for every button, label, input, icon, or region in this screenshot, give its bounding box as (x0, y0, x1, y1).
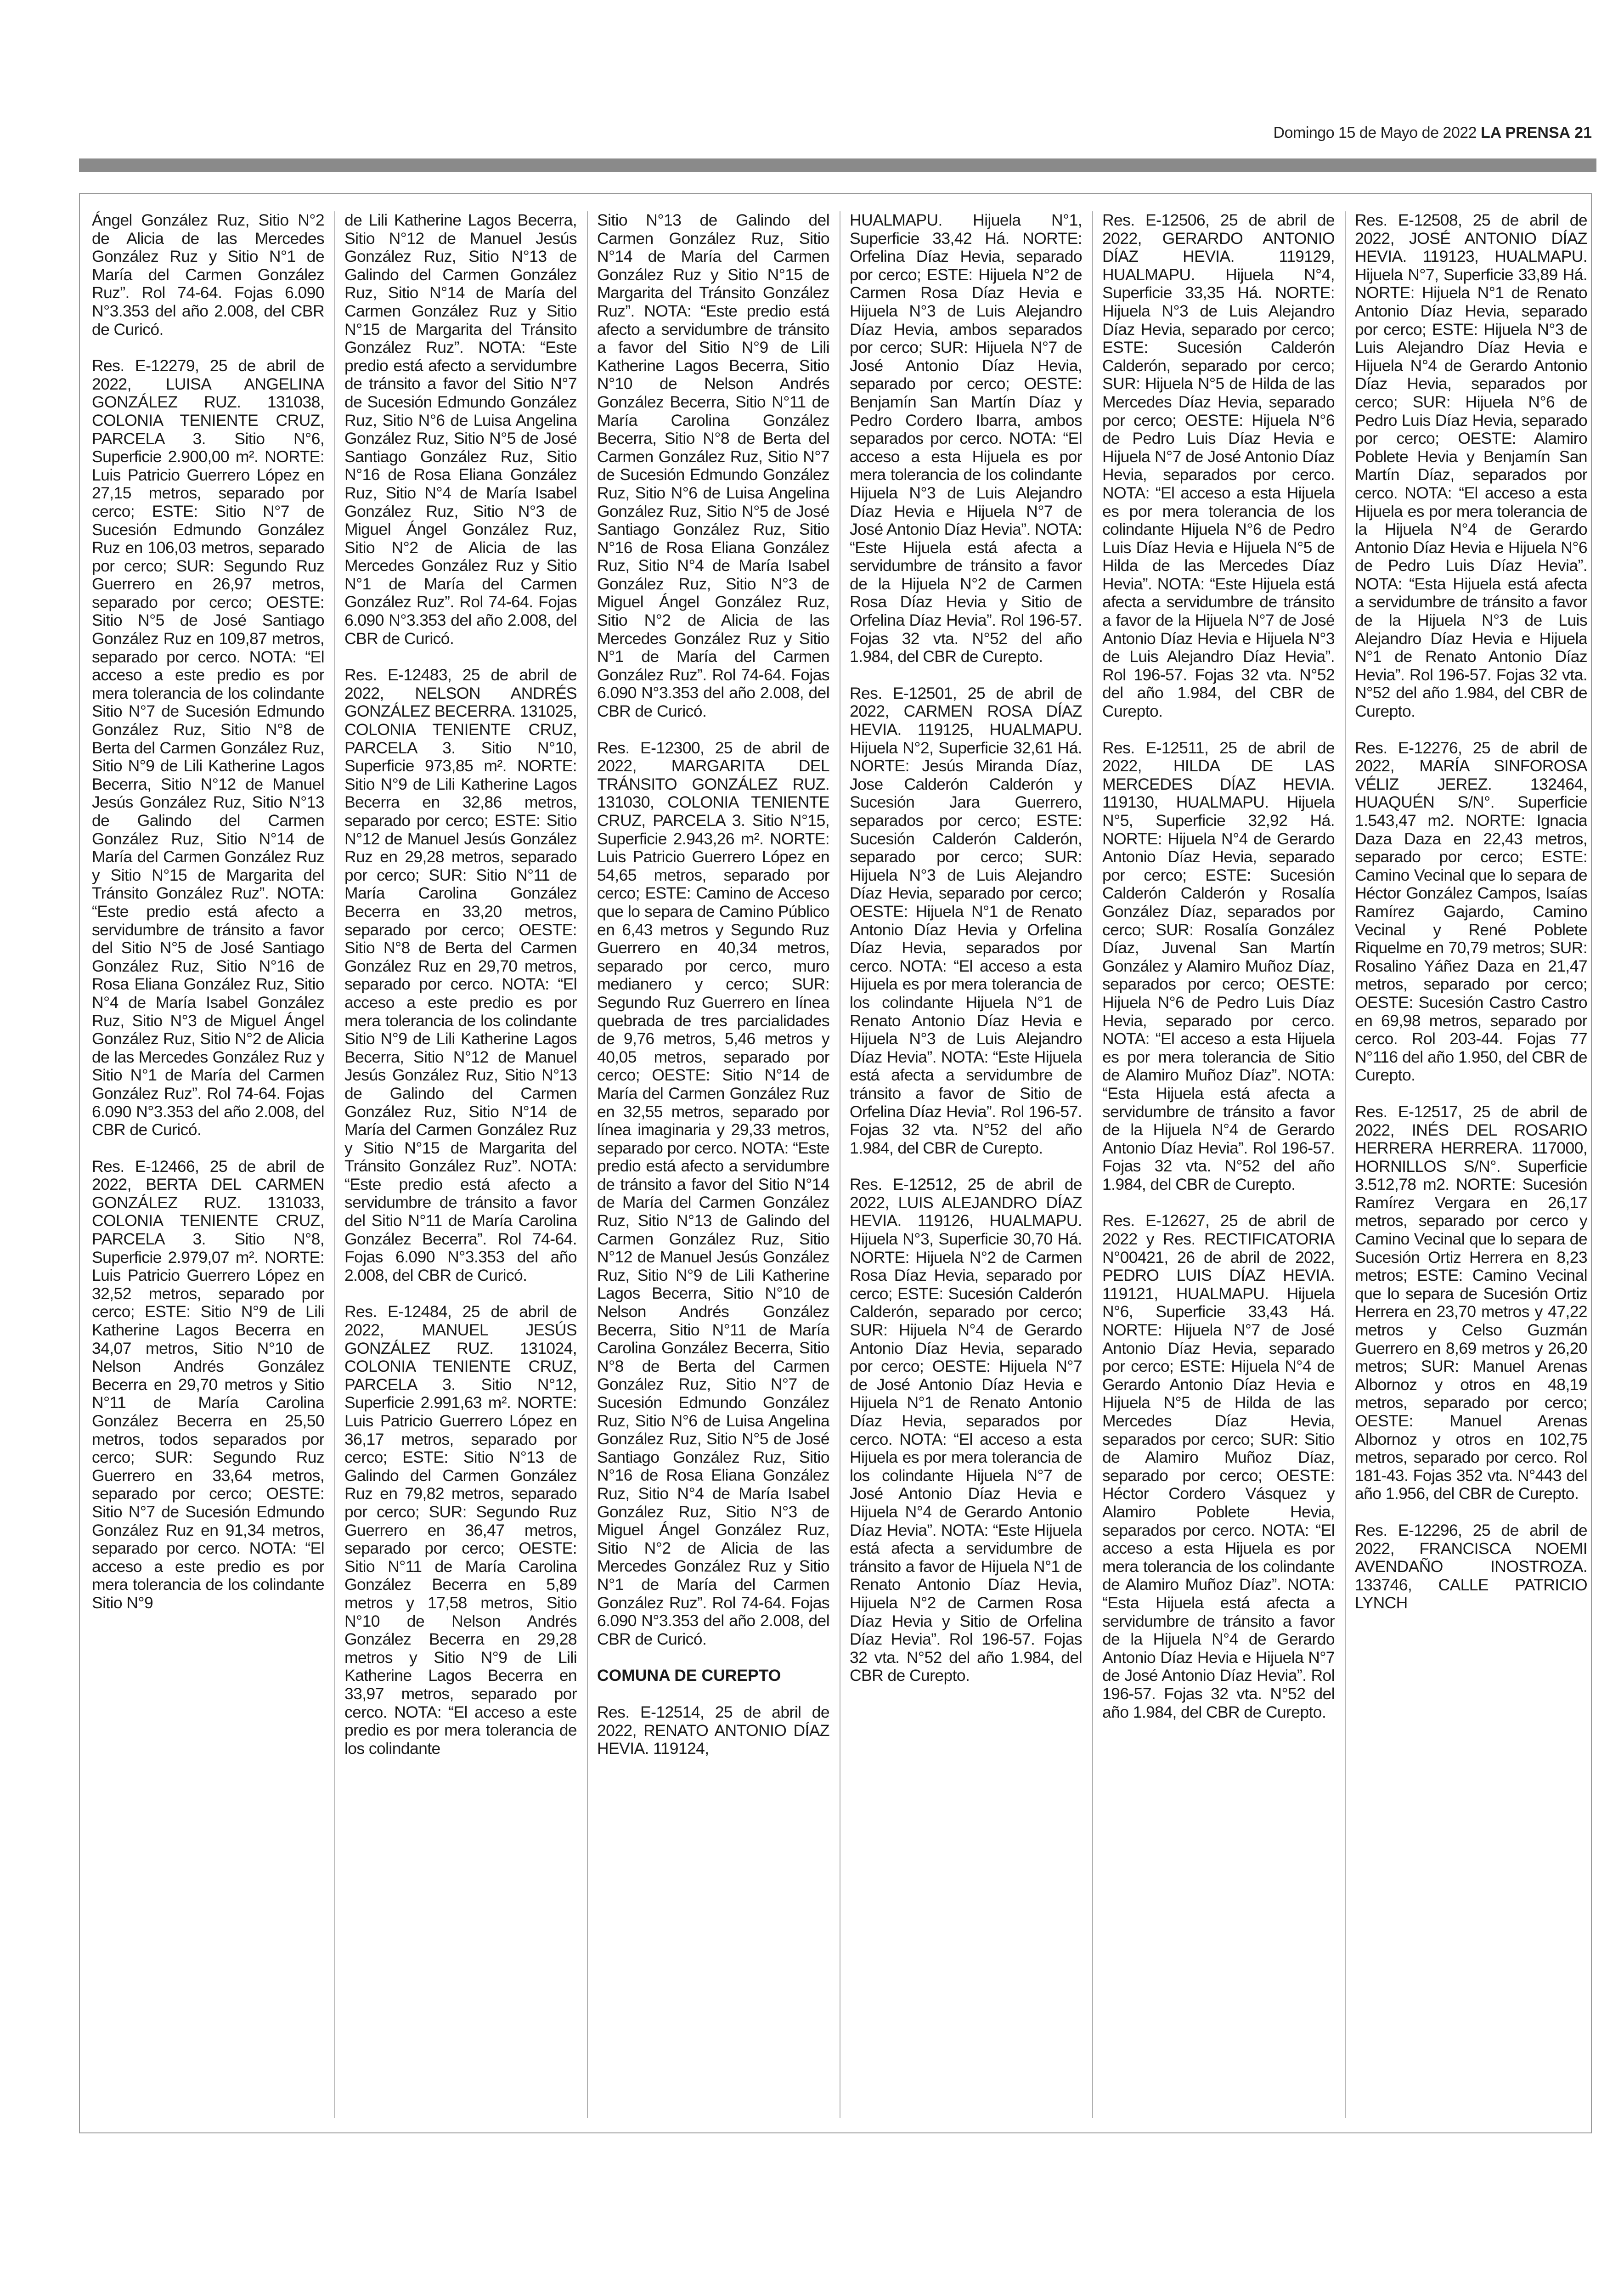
column-4 (850, 211, 1082, 2122)
legal-notice: Res. E-12276, 25 de abril de 2022, MARÍA SINFOROSA VÉLIZ JEREZ. 132464, HUAQUÉN S/N°. Superficie 1.543,47 m2. NORTE: Ignacia Daza Daza en 22,43 metros, separado por cerco; ESTE: Camino Vecinal que lo separa de Héctor González Campos, Isaías Ramírez Gajardo, Camino Vecinal y René Poblete Riquelme en 70,79 metros; SUR: Rosalino Yáñez Daza en 21,47 metros, separado por cerco; OESTE: Sucesión Castro Castro en 69,98 metros, separado por cerco. Rol 203-44. Fojas 77 N°116 del año 1.950, del CBR de Curepto. (1355, 738, 1587, 1085)
page-number: 21 (1574, 124, 1592, 141)
legal-notice: Res. E-12508, 25 de abril de 2022, JOSÉ ANTONIO DÍAZ HEVIA. 119123, HUALMAPU. Hijuela N°7, Superficie 33,89 Há. NORTE: Hijuela N°1 de Renato Antonio Díaz Hevia, separado por cerco; ESTE: Hijuela N°3 de Luis Alejandro Díaz Hevia e Hijuela N°4 de Gerardo Antonio Díaz Hevia, separados por cerco; SUR: Hijuela N°6 de Pedro Luis Díaz Hevia, separado por cerco; OESTE: Alamiro Poblete Hevia y Benjamín San Martín Díaz, separados por cerco. NOTA: “El acceso a esta Hijuela es por mera tolerancia de la Hijuela N°4 de Gerardo Antonio Díaz Hevia e Hijuela N°6 de Pedro Luis Díaz Hevia”. NOTA: “Esta Hijuela está afecta a servidumbre de tránsito a favor de la Hijuela N°3 de Luis Alejandro Díaz Hevia e Hijuela N°1 de Renato Antonio Díaz Hevia”. Rol 196-57. Fojas 32 vta. N°52 del año 1.984, del CBR de Curepto. (1355, 211, 1587, 721)
column-6 (1355, 211, 1587, 2122)
legal-notice: Res. E-12296, 25 de abril de 2022, FRANCISCA NOEMI AVENDAÑO INOSTROZA. 133746, CALLE PATRICIO LYNCH (1355, 1521, 1587, 1612)
legal-notice: Res. E-12512, 25 de abril de 2022, LUIS ALEJANDRO DÍAZ HEVIA. 119126, HUALMAPU. Hijuela N°3, Superficie 30,70 Há. NORTE: Hijuela N°2 de Carmen Rosa Díaz Hevia, separado por cerco; ESTE: Sucesión Calderón Calderón, separado por cerco; SUR: Hijuela N°4 de Gerardo Antonio Díaz Hevia, separado por cerco; OESTE: Hijuela N°7 de José Antonio Díaz Hevia e Hijuela N°1 de Renato Antonio Díaz Hevia, separados por cerco. NOTA: “El acceso a esta Hijuela es por mera tolerancia de los colindante Hijuela N°7 de José Antonio Díaz Hevia e Hijuela N°4 de Gerardo Antonio Díaz Hevia”. NOTA: “Este Hijuela está afecta a servidumbre de tránsito a favor de Hijuela N°1 de Renato Antonio Díaz Hevia, Hijuela N°2 de Carmen Rosa Díaz Hevia y Sitio de Orfelina Díaz Hevia”. Rol 196-57. Fojas 32 vta. N°52 del año 1.984, del CBR de Curepto. (850, 1175, 1082, 1685)
section-heading: COMUNA DE CUREPTO (597, 1666, 781, 1685)
header-rule (79, 158, 1596, 172)
newspaper-brand: LA PRENSA (1481, 124, 1571, 141)
legal-notice: Res. E-12511, 25 de abril de 2022, HILDA DE LAS MERCEDES DÍAZ HEVIA. 119130, HUALMAPU. Hijuela N°5, Superficie 32,92 Há. NORTE: Hijuela N°4 de Gerardo Antonio Díaz Hevia, separado por cerco; ESTE: Sucesión Calderón Calderón y Rosalía González Díaz, separados por cerco; SUR: Rosalía González Díaz, Juvenal San Martín González y Alamiro Muñoz Díaz, separados por cerco; OESTE: Hijuela N°6 de Pedro Luis Díaz Hevia, separado por cerco. NOTA: “El acceso a esta Hijuela es por mera tolerancia de Sitio de Alamiro Muñoz Díaz”. NOTA: “Esta Hijuela está afecta a servidumbre de tránsito a favor de la Hijuela N°4 de Gerardo Antonio Díaz Hevia”. Rol 196-57. Fojas 32 vta. N°52 del año 1.984, del CBR de Curepto. (1102, 738, 1335, 1193)
notices-columns (92, 211, 1589, 2122)
legal-notice: Res. E-12517, 25 de abril de 2022, INÉS DEL ROSARIO HERRERA HERRERA. 117000, HORNILLOS S/N°. Superficie 3.512,78 m2. NORTE: Sucesión Ramírez Vergara en 26,17 metros, separado por cerco y Camino Vecinal que lo separa de Sucesión Ortiz Herrera en 8,23 metros; ESTE: Camino Vecinal que lo separa de Sucesión Ortiz Herrera en 23,70 metros y 47,22 metros y Celso Guzmán Guerrero en 8,69 metros y 26,20 metros; SUR: Manuel Arenas Albornoz y otros en 48,19 metros, separado por cerco; OESTE: Manuel Arenas Albornoz y otros en 102,75 metros, separado por cerco. Rol 181-43. Fojas 352 vta. N°443 del año 1.956, del CBR de Curepto. (1355, 1102, 1587, 1503)
page-header (1274, 124, 1592, 142)
legal-notice: Res. E-12484, 25 de abril de 2022, MANUEL JESÚS GONZÁLEZ RUZ. 131024, COLONIA TENIENTE CRUZ, PARCELA 3. Sitio N°12, Superficie 2.991,63 m². NORTE: Luis Patricio Guerrero López en 36,17 metros, separado por cerco; ESTE: Sitio N°13 de Galindo del Carmen González Ruz en 79,82 metros, separado por cerco; SUR: Segundo Ruz Guerrero en 36,47 metros, separado por cerco; OESTE: Sitio N°11 de María Carolina González Becerra en 5,89 metros y 17,58 metros, Sitio N°10 de Nelson Andrés González Becerra en 29,28 metros y Sitio N°9 de Lili Katherine Lagos Becerra en 33,97 metros, separado por cerco. NOTA: “El acceso a este predio es por mera tolerancia de los colindante (344, 1302, 577, 1758)
legal-notice: Res. E-12627, 25 de abril de 2022 y Res. RECTIFICATORIA N°00421, 26 de abril de 2022, PEDRO LUIS DÍAZ HEVIA. 119121, HUALMAPU. Hijuela N°6, Superficie 33,43 Há. NORTE: Hijuela N°7 de José Antonio Díaz Hevia, separado por cerco; ESTE: Hijuela N°4 de Gerardo Antonio Díaz Hevia e Hijuela N°5 de Hilda de las Mercedes Díaz Hevia, separados por cerco; SUR: Sitio de Alamiro Muñoz Díaz, separado por cerco; OESTE: Héctor Cordero Vásquez y Alamiro Poblete Hevia, separados por cerco. NOTA: “El acceso a esta Hijuela es por mera tolerancia de los colindante de Alamiro Muñoz Díaz”. NOTA: “Esta Hijuela está afecta a servidumbre de tránsito a favor de la Hijuela N°4 de Gerardo Antonio Díaz Hevia e Hijuela N°7 de José Antonio Díaz Hevia”. Rol 196-57. Fojas 32 vta. N°52 del año 1.984, del CBR de Curepto. (1102, 1211, 1335, 1721)
header-date: Domingo 15 de Mayo de 2022 (1273, 124, 1477, 141)
column-1 (92, 211, 324, 2122)
legal-notice: Res. E-12514, 25 de abril de 2022, RENATO ANTONIO DÍAZ HEVIA. 119124, (597, 1702, 829, 1758)
column-3 (597, 211, 829, 2122)
legal-notice: HUALMAPU. Hijuela N°1, Superficie 33,42 Há. NORTE: Orfelina Díaz Hevia, separado por cerco; ESTE: Hijuela N°2 de Carmen Rosa Díaz Hevia e Hijuela N°3 de Luis Alejandro Díaz Hevia, ambos separados por cerco; SUR: Hijuela N°7 de José Antonio Díaz Hevia, separado por cerco; OESTE: Benjamín San Martín Díaz y Pedro Cordero Ibarra, ambos separados por cerco. NOTA: “El acceso a esta Hijuela es por mera tolerancia de los colindante Hijuela N°3 de Luis Alejandro Díaz Hevia e Hijuela N°7 de José Antonio Díaz Hevia”. NOTA: “Este Hijuela está afecta a servidumbre de tránsito a favor de la Hijuela N°2 de Carmen Rosa Díaz Hevia y Sitio de Orfelina Díaz Hevia”. Rol 196-57. Fojas 32 vta. N°52 del año 1.984, del CBR de Curepto. (850, 211, 1082, 666)
legal-notice: Ángel González Ruz, Sitio N°2 de Alicia de las Mercedes González Ruz y Sitio N°1 de María del Carmen González Ruz”. Rol 74-64. Fojas 6.090 N°3.353 del año 2.008, del CBR de Curicó. (92, 211, 324, 339)
legal-notice: Res. E-12483, 25 de abril de 2022, NELSON ANDRÉS GONZÁLEZ BECERRA. 131025, COLONIA TENIENTE CRUZ, PARCELA 3. Sitio N°10, Superficie 973,85 m². NORTE: Sitio N°9 de Lili Katherine Lagos Becerra en 32,86 metros, separado por cerco; ESTE: Sitio N°12 de Manuel Jesús González Ruz en 29,28 metros, separado por cerco; SUR: Sitio N°11 de María Carolina González Becerra en 33,20 metros, separado por cerco; OESTE: Sitio N°8 de Berta del Carmen González Ruz en 29,70 metros, separado por cerco. NOTA: “El acceso a este predio es por mera tolerancia de los colindante Sitio N°9 de Lili Katherine Lagos Becerra, Sitio N°12 de Manuel Jesús González Ruz, Sitio N°13 de Galindo del Carmen González Ruz, Sitio N°14 de María del Carmen González Ruz y Sitio N°15 de Margarita del Tránsito González Ruz”. NOTA: “Este predio está afecto a servidumbre de tránsito a favor del Sitio N°11 de María Carolina González Becerra”. Rol 74-64. Fojas 6.090 N°3.353 del año 2.008, del CBR de Curicó. (344, 666, 577, 1284)
legal-notice: Res. E-12501, 25 de abril de 2022, CARMEN ROSA DÍAZ HEVIA. 119125, HUALMAPU. Hijuela N°2, Superficie 32,61 Há. NORTE: Jesús Miranda Díaz, Jose Calderón Calderón y Sucesión Jara Guerrero, separados por cerco; ESTE: Sucesión Calderón Calderón, separado por cerco; SUR: Hijuela N°3 de Luis Alejandro Díaz Hevia, separado por cerco; OESTE: Hijuela N°1 de Renato Antonio Díaz Hevia y Orfelina Díaz Hevia, separados por cerco. NOTA: “El acceso a esta Hijuela es por mera tolerancia de los colindante Hijuela N°1 de Renato Antonio Díaz Hevia e Hijuela N°3 de Luis Alejandro Díaz Hevia”. NOTA: “Este Hijuela está afecta a servidumbre de tránsito a favor de Sitio de Orfelina Díaz Hevia”. Rol 196-57. Fojas 32 vta. N°52 del año 1.984, del CBR de Curepto. (850, 684, 1082, 1157)
legal-notice: Res. E-12279, 25 de abril de 2022, LUISA ANGELINA GONZÁLEZ RUZ. 131038, COLONIA TENIENTE CRUZ, PARCELA 3. Sitio N°6, Superficie 2.900,00 m². NORTE: Luis Patricio Guerrero López en 27,15 metros, separado por cerco; ESTE: Sitio N°7 de Sucesión Edmundo González Ruz en 106,03 metros, separado por cerco; SUR: Segundo Ruz Guerrero en 26,97 metros, separado por cerco; OESTE: Sitio N°5 de José Santiago González Ruz en 109,87 metros, separado por cerco. NOTA: “El acceso a este predio es por mera tolerancia de los colindante Sitio N°7 de Sucesión Edmundo González Ruz, Sitio N°8 de Berta del Carmen González Ruz, Sitio N°9 de Lili Katherine Lagos Becerra, Sitio N°12 de Manuel Jesús González Ruz, Sitio N°13 de Galindo del Carmen González Ruz, Sitio N°14 de María del Carmen González Ruz y Sitio N°15 de Margarita del Tránsito González Ruz”. NOTA: “Este predio está afecto a servidumbre de tránsito a favor del Sitio N°5 de José Santiago González Ruz, Sitio N°16 de Rosa Eliana González Ruz, Sitio N°4 de María Isabel González Ruz, Sitio N°3 de Miguel Ángel González Ruz, Sitio N°2 de Alicia de las Mercedes González Ruz y Sitio N°1 de María del Carmen González Ruz”. Rol 74-64. Fojas 6.090 N°3.353 del año 2.008, del CBR de Curicó. (92, 356, 324, 1139)
column-2 (344, 211, 577, 2122)
legal-notice: Res. E-12506, 25 de abril de 2022, GERARDO ANTONIO DÍAZ HEVIA. 119129, HUALMAPU. Hijuela N°4, Superficie 33,35 Há. NORTE: Hijuela N°3 de Luis Alejandro Díaz Hevia, separado por cerco; ESTE: Sucesión Calderón Calderón, separado por cerco; SUR: Hijuela N°5 de Hilda de las Mercedes Díaz Hevia, separado por cerco; OESTE: Hijuela N°6 de Pedro Luis Díaz Hevia e Hijuela N°7 de José Antonio Díaz Hevia, separados por cerco. NOTA: “El acceso a esta Hijuela es por mera tolerancia de los colindante Hijuela N°6 de Pedro Luis Díaz Hevia e Hijuela N°5 de Hilda de las Mercedes Díaz Hevia”. NOTA: “Este Hijuela está afecta a servidumbre de tránsito a favor de la Hijuela N°7 de José Antonio Díaz Hevia e Hijuela N°3 de Luis Alejandro Díaz Hevia”. Rol 196-57. Fojas 32 vta. N°52 del año 1.984, del CBR de Curepto. (1102, 211, 1335, 721)
legal-notice: Res. E-12466, 25 de abril de 2022, BERTA DEL CARMEN GONZÁLEZ RUZ. 131033, COLONIA TENIENTE CRUZ, PARCELA 3. Sitio N°8, Superficie 2.979,07 m². NORTE: Luis Patricio Guerrero López en 32,52 metros, separado por cerco; ESTE: Sitio N°9 de Lili Katherine Lagos Becerra en 34,07 metros, Sitio N°10 de Nelson Andrés González Becerra en 29,70 metros y Sitio N°11 de María Carolina González Becerra en 25,50 metros, todos separados por cerco; SUR: Segundo Ruz Guerrero en 33,64 metros, separado por cerco; OESTE: Sitio N°7 de Sucesión Edmundo González Ruz en 91,34 metros, separado por cerco. NOTA: “El acceso a este predio es por mera tolerancia de los colindante Sitio N°9 (92, 1157, 324, 1612)
column-5 (1102, 211, 1335, 2122)
legal-notice: Sitio N°13 de Galindo del Carmen González Ruz, Sitio N°14 de María del Carmen González Ruz y Sitio N°15 de Margarita del Tránsito González Ruz”. NOTA: “Este predio está afecto a servidumbre de tránsito a favor del Sitio N°9 de Lili Katherine Lagos Becerra, Sitio N°10 de Nelson Andrés González Becerra, Sitio N°11 de María Carolina González Becerra, Sitio N°8 de Berta del Carmen González Ruz, Sitio N°7 de Sucesión Edmundo González Ruz, Sitio N°6 de Luisa Angelina González Ruz, Sitio N°5 de José Santiago González Ruz, Sitio N°16 de Rosa Eliana González Ruz, Sitio N°4 de María Isabel González Ruz, Sitio N°3 de Miguel Ángel González Ruz, Sitio N°2 de Alicia de las Mercedes González Ruz y Sitio N°1 de María del Carmen González Ruz”. Rol 74-64. Fojas 6.090 N°3.353 del año 2.008, del CBR de Curicó. (597, 211, 829, 721)
legal-notice: de Lili Katherine Lagos Becerra, Sitio N°12 de Manuel Jesús González Ruz, Sitio N°13 de Galindo del Carmen González Ruz, Sitio N°14 de María del Carmen González Ruz y Sitio N°15 de Margarita del Tránsito González Ruz”. NOTA: “Este predio está afecto a servidumbre de tránsito a favor del Sitio N°7 de Sucesión Edmundo González Ruz, Sitio N°6 de Luisa Angelina González Ruz, Sitio N°5 de José Santiago González Ruz, Sitio N°16 de Rosa Eliana González Ruz, Sitio N°4 de María Isabel González Ruz, Sitio N°3 de Miguel Ángel González Ruz, Sitio N°2 de Alicia de las Mercedes González Ruz y Sitio N°1 de María del Carmen González Ruz”. Rol 74-64. Fojas 6.090 N°3.353 del año 2.008, del CBR de Curicó. (344, 211, 577, 648)
legal-notice: Res. E-12300, 25 de abril de 2022, MARGARITA DEL TRÁNSITO GONZÁLEZ RUZ. 131030, COLONIA TENIENTE CRUZ, PARCELA 3. Sitio N°15, Superficie 2.943,26 m². NORTE: Luis Patricio Guerrero López en 54,65 metros, separado por cerco; ESTE: Camino de Acceso que lo separa de Camino Público en 6,43 metros y Segundo Ruz Guerrero en 40,34 metros, separado por cerco, muro medianero y cerco; SUR: Segundo Ruz Guerrero en línea quebrada de tres parcialidades de 9,76 metros, 5,46 metros y 40,05 metros, separado por cerco; OESTE: Sitio N°14 de María del Carmen González Ruz en 32,55 metros, separado por línea imaginaria y 29,33 metros, separado por cerco. NOTA: “Este predio está afecto a servidumbre de tránsito a favor del Sitio N°14 de María del Carmen González Ruz, Sitio N°13 de Galindo del Carmen González Ruz, Sitio N°12 de Manuel Jesús González Ruz, Sitio N°9 de Lili Katherine Lagos Becerra, Sitio N°10 de Nelson Andrés González Becerra, Sitio N°11 de María Carolina González Becerra, Sitio N°8 de Berta del Carmen González Ruz, Sitio N°7 de Sucesión Edmundo González Ruz, Sitio N°6 de Luisa Angelina González Ruz, Sitio N°5 de José Santiago González Ruz, Sitio N°16 de Rosa Eliana González Ruz, Sitio N°4 de María Isabel González Ruz, Sitio N°3 de Miguel Ángel González Ruz, Sitio N°2 de Alicia de las Mercedes González Ruz y Sitio N°1 de María del Carmen González Ruz”. Rol 74-64. Fojas 6.090 N°3.353 del año 2.008, del CBR de Curicó. (597, 738, 829, 1648)
